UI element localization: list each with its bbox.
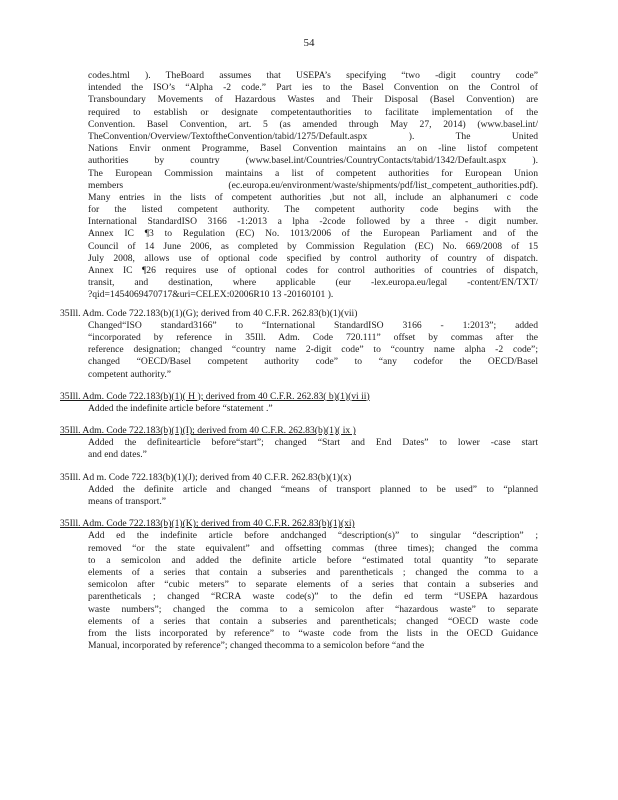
source-note-text: means of transport.” (88, 496, 167, 507)
source-note-text: reference designation; changed “country name 2-digit code” to “country name alpha -2 code”; (88, 344, 538, 356)
source-note-text: Added the definite article and changed “means of transport planned to be used” to “planned (88, 483, 538, 495)
source-note (60, 471, 538, 509)
source-note-citation: 35Ill. Adm. Code 722.183(b)(1)(G); derived from 40 C.F.R. 262.83(b)(1)(vii) (60, 307, 358, 319)
source-note-text: “incorporated by reference in 35Ill. Adm. Code 720.111” offset by commas after the (88, 331, 538, 343)
intro-line: authorities by country (www.basel.int/Countries/CountryContacts/tabid/1342/Default.aspx ). (88, 155, 538, 167)
source-note (60, 425, 538, 462)
intro-line: TheConvention/Overview/TextoftheConvention/tabid/1275/Default.aspx ). The United (88, 130, 538, 142)
source-note (60, 390, 538, 415)
intro-line: International StandardISO 3166 -1:2013 a lpha -2code followed by a three - digit number. (88, 216, 538, 228)
source-note-text: Added the indefinite article before “statement .” (88, 402, 273, 414)
intro-line: Transboundary Movements of Hazardous Wastes and Their Disposal (Basel Convention) are (88, 94, 538, 106)
intro-line: members (ec.europa.eu/environment/waste/shipments/pdf/list_competent_authorities.pdf). (88, 179, 538, 191)
intro-line: intended the ISO’s “Alpha -2 code.” Part ies to the Basel Convention on the Control of (88, 82, 538, 94)
source-note-text: changed “OECD/Basel competent authority code” to “any codefor the OECD/Basel (88, 356, 538, 368)
source-note-text: Add ed the indefinite article before andchanged “description(s)” to singular “description” ; (88, 530, 538, 542)
source-note-citation: 35Ill. Ad m. Code 722.183(b)(1)(J); derived from 40 C.F.R. 262.83(b)(1)(x) (60, 471, 352, 483)
source-note-text: competent authority.” (88, 368, 172, 380)
intro-paragraph (88, 70, 538, 302)
source-note-text: waste numbers”; changed the comma to a semicolon after “hazardous waste” to separate (88, 603, 538, 615)
source-note-citation: 35Ill. Adm. Code 722.183(b)(1)(I); derived from 40 C.F.R. 262.83(b)(1)( ix ) (60, 425, 356, 437)
intro-line: Nations Envir onment Programme, Basel Convention maintains an on -line listof competent (88, 143, 538, 155)
source-note-text: semicolon after “cubic meters” to separate elements of a series that contain a subseries and (88, 579, 538, 591)
page-body (60, 70, 538, 652)
intro-line: ?qid=1454069470717&uri=CELEX:02006R10 13 -20160101 ). (88, 289, 334, 301)
source-note-text: elements of a series that contain a subseries and parentheticals ; changed the comma to a (88, 566, 538, 578)
source-note-citation: 35Ill. Adm. Code 722.183(b)(1)(K); derived from 40 C.F.R. 262.83(b)(1)(xi) (60, 518, 355, 530)
intro-line: Council of 14 June 2006, as completed by Commission Regulation (EC) No. 669/2008 of 15 (88, 240, 538, 252)
source-note-text: removed “or the state equivalent” and offsetting commas (three times); changed the comma (88, 542, 538, 554)
intro-line: The European Commission maintains a list of competent authorities for European Union (88, 167, 538, 179)
source-notes (60, 302, 538, 653)
intro-line: codes.html ). TheBoard assumes that USEPA’s specifying “two -digit country code” (88, 70, 538, 81)
intro-line: transit, and destination, where applicable (eur -lex.europa.eu/legal -content/EN/TXT/ (88, 277, 538, 289)
source-note (60, 518, 538, 652)
source-note-text: elements of a series that contain a subseries and parentheticals; changed “OECD waste code (88, 615, 538, 627)
intro-line: Convention. Basel Convention, art. 5 (as amended through May 27, 2014) (www.basel.int/ (88, 118, 538, 130)
source-note-text: and end dates.” (88, 449, 147, 461)
source-note-text: to a semicolon and added the definite article before “estimated total quantity ”to separate (88, 554, 538, 566)
source-note-text: parentheticals ; changed “RCRA waste code(s)” to the defin ed term “USEPA hazardous (88, 591, 538, 603)
intro-line: Annex IC ¶3 to Regulation (EC) No. 1013/2006 of the European Parliament and of the (88, 228, 538, 240)
intro-line: July 2008, allows use of optional code specified by control authority of country of dispatch. (88, 252, 538, 264)
source-note (60, 307, 538, 381)
intro-line: for the listed competent authority. The competent authority code begins with the (88, 204, 538, 216)
intro-line: Many entries in the lists of competent authorities ,but not all, include an alphanumeri c code (88, 191, 538, 203)
intro-line: required to establish or designate competentauthorities to facilitate implementation of the (88, 106, 538, 118)
source-note-text: Added the definitearticle before“start”; changed “Start and End Dates” to lower -case start (88, 437, 538, 449)
source-note-text: Changed“ISO standard3166” to “International StandardISO 3166 - 1:2013”; added (88, 319, 538, 331)
page-number: 54 (303, 37, 315, 49)
source-note-text: Manual, incorporated by reference”; changed thecomma to a semicolon before “and the (88, 640, 425, 652)
source-note-text: from the lists incorporated by reference” to “waste code from the lists in the OECD Guidance (88, 627, 538, 639)
source-note-citation: 35Ill. Adm. Code 722.183(b)(1)( H ); derived from 40 C.F.R. 262.83( b)(1)(vi ii) (60, 390, 370, 402)
intro-line: Annex IC ¶26 requires use of optional codes for control authorities of countries of dispatch, (88, 265, 538, 276)
